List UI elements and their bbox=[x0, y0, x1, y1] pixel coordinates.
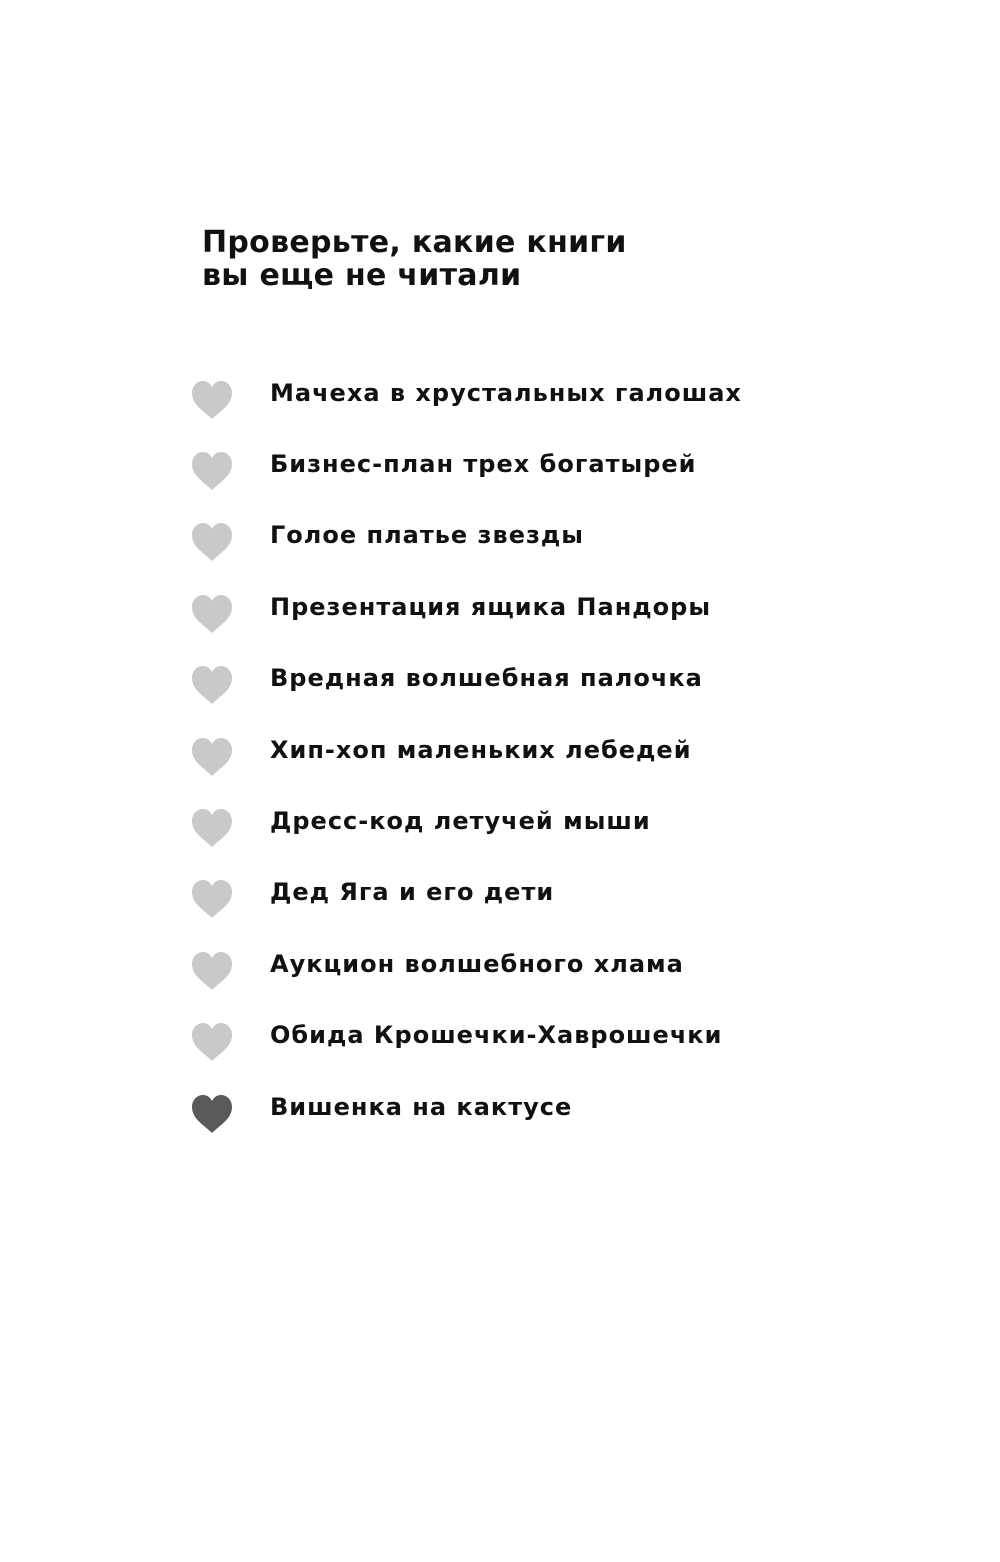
book-list-item bbox=[190, 785, 890, 856]
heart-icon bbox=[190, 451, 234, 491]
book-list-item bbox=[190, 500, 890, 571]
book-list-item bbox=[190, 643, 890, 714]
book-title: Хип-хоп маленьких лебедей bbox=[270, 735, 692, 764]
page-title bbox=[202, 226, 627, 292]
book-list-item bbox=[190, 357, 890, 428]
heart-icon bbox=[190, 594, 234, 634]
book-title: Презентация ящика Пандоры bbox=[270, 592, 712, 621]
heart-icon bbox=[190, 737, 234, 777]
book-title: Обида Крошечки-Хаврошечки bbox=[270, 1021, 723, 1050]
book-title: Мачеха в хрустальных галошах bbox=[270, 378, 742, 407]
book-title: Голое платье звезды bbox=[270, 521, 584, 550]
book-title: Дед Яга и его дети bbox=[270, 878, 555, 907]
heart-icon bbox=[190, 1022, 234, 1062]
book-list-item bbox=[190, 1071, 890, 1142]
heart-icon bbox=[190, 879, 234, 919]
book-list-item bbox=[190, 1000, 890, 1071]
book-list-item bbox=[190, 428, 890, 499]
book-list-item bbox=[190, 857, 890, 928]
book-title: Вредная волшебная палочка bbox=[270, 664, 703, 693]
book-title: Дресс-код летучей мыши bbox=[270, 807, 651, 836]
book-title: Аукцион волшебного хлама bbox=[270, 949, 684, 978]
book-list-item bbox=[190, 928, 890, 999]
heart-icon bbox=[190, 808, 234, 848]
book-title: Бизнес-план трех богатырей bbox=[270, 450, 697, 479]
heart-icon bbox=[190, 380, 234, 420]
page-title-line-1: Проверьте, какие книги bbox=[202, 225, 627, 260]
book-list-item bbox=[190, 571, 890, 642]
heart-icon bbox=[190, 951, 234, 991]
book-list-item bbox=[190, 714, 890, 785]
page-title-line-2: вы еще не читали bbox=[202, 258, 522, 293]
book-list bbox=[190, 357, 890, 1142]
heart-icon bbox=[190, 665, 234, 705]
book-title: Вишенка на кактусе bbox=[270, 1092, 573, 1121]
heart-icon bbox=[190, 522, 234, 562]
heart-icon bbox=[190, 1094, 234, 1134]
